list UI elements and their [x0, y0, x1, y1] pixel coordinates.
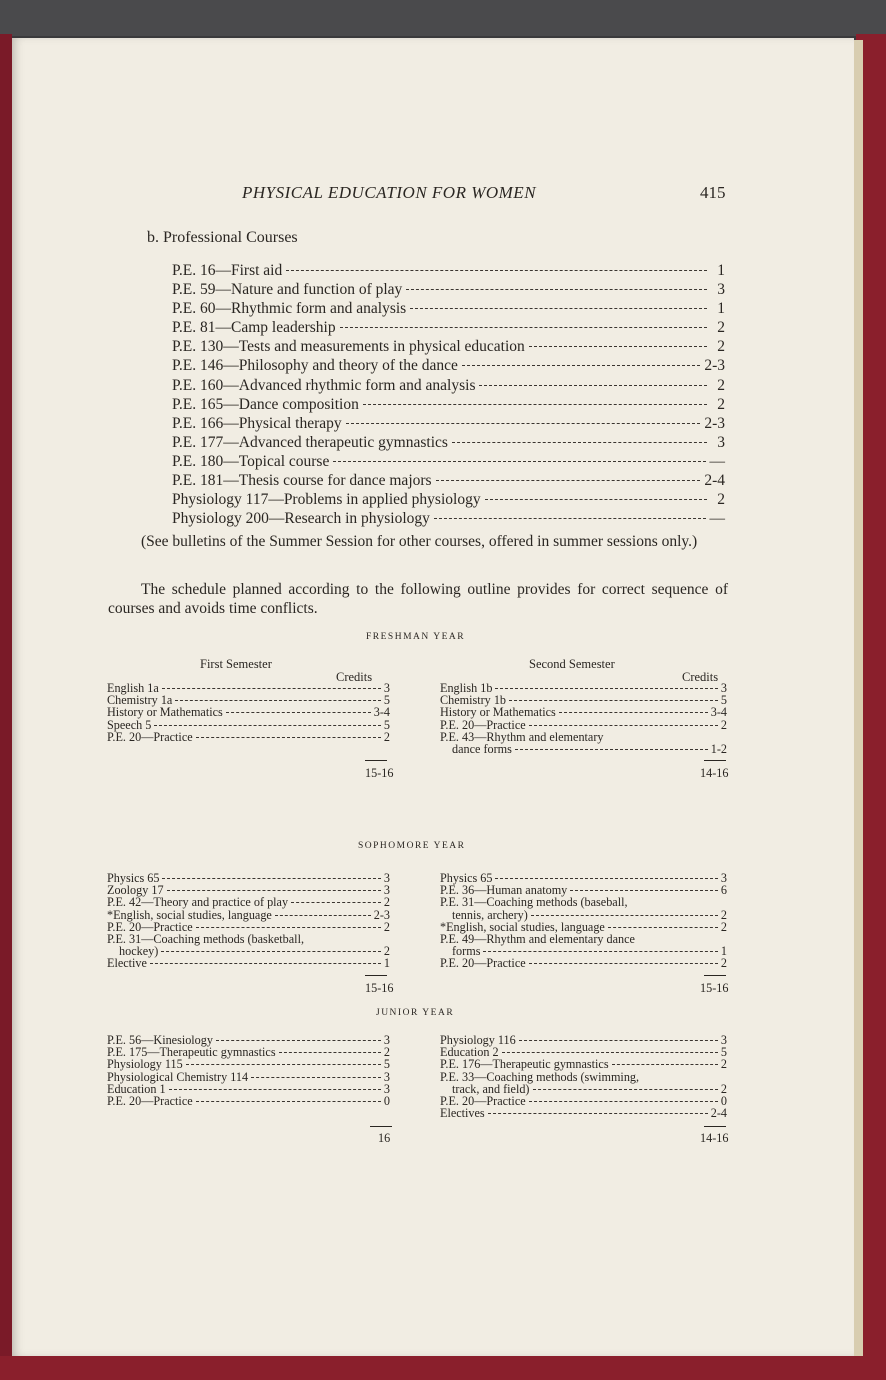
schedule-credits: 1	[383, 956, 390, 971]
schedule-row	[107, 1058, 390, 1070]
summer-session-note: (See bulletins of the Summer Session for other courses, offered in summer sessions only.)	[141, 533, 698, 550]
schedule-course: *English, social studies, language	[107, 907, 272, 922]
dot-leader	[169, 1089, 381, 1090]
freshman-year-heading: FRESHMAN YEAR	[366, 632, 466, 642]
dot-leader	[495, 878, 717, 879]
dot-leader	[488, 1113, 708, 1114]
schedule-credits: 2	[383, 729, 390, 744]
sophomore-year-heading: SOPHOMORE YEAR	[358, 841, 466, 851]
schedule-credits: 0	[720, 1094, 727, 1109]
dot-leader	[286, 270, 707, 271]
schedule-course: P.E. 56—Kinesiology	[107, 1033, 213, 1047]
dot-leader	[515, 749, 708, 750]
course-credits: 2	[717, 376, 725, 394]
schedule-credits: 1-2	[710, 742, 727, 757]
schedule-credits: 3	[383, 871, 390, 885]
schedule-credits: 3-4	[710, 705, 727, 720]
schedule-course: P.E. 20—Practice	[107, 1094, 193, 1109]
schedule-row	[107, 909, 390, 921]
schedule-row	[440, 1058, 727, 1070]
course-credits: 2	[717, 319, 725, 337]
course-row	[172, 415, 725, 434]
schedule-row	[440, 1071, 727, 1083]
schedule-row	[107, 719, 390, 731]
first-semester-heading: First Semester	[200, 657, 272, 671]
dot-leader	[275, 915, 371, 916]
scanner-background	[0, 0, 886, 36]
schedule-row	[440, 909, 727, 921]
dot-leader	[162, 688, 381, 689]
course-name: P.E. 130—Tests and measurements in physical education	[172, 338, 525, 356]
freshman-first-total: 15-16	[365, 766, 394, 780]
schedule-row	[440, 706, 727, 718]
junior-first-semester	[107, 1034, 390, 1107]
dot-leader	[509, 700, 718, 701]
dot-leader	[196, 1101, 381, 1102]
course-name: P.E. 81—Camp leadership	[172, 319, 336, 337]
schedule-course: Physics 65	[440, 871, 493, 885]
course-row	[172, 453, 725, 472]
schedule-credits: 3	[383, 1069, 390, 1084]
course-credits: —	[709, 452, 725, 470]
course-row	[172, 491, 725, 510]
schedule-course: Physics 65	[107, 871, 160, 885]
dot-leader	[570, 890, 718, 891]
schedule-course: Zoology 17	[107, 883, 164, 898]
dot-leader	[479, 385, 707, 386]
course-name: P.E. 177—Advanced therapeutic gymnastics	[172, 433, 448, 451]
course-credits: 2-3	[704, 357, 725, 375]
schedule-credits: 5	[383, 1057, 390, 1072]
course-credits: 2	[717, 491, 725, 509]
course-row	[172, 510, 725, 529]
schedule-course: P.E. 20—Practice	[107, 729, 193, 744]
dot-leader	[529, 963, 718, 964]
sophomore-second-total: 15-16	[700, 981, 729, 995]
course-row	[172, 434, 725, 453]
schedule-course: track, and field)	[452, 1081, 530, 1096]
schedule-course: P.E. 20—Practice	[440, 1094, 526, 1109]
dot-leader	[150, 963, 381, 964]
dot-leader	[434, 518, 706, 519]
total-rule	[365, 760, 387, 761]
schedule-credits: 2	[720, 717, 727, 732]
course-row	[172, 472, 725, 491]
schedule-course: P.E. 33—Coaching methods (swimming,	[440, 1069, 640, 1084]
course-name: P.E. 165—Dance composition	[172, 395, 359, 413]
dot-leader	[279, 1052, 381, 1053]
schedule-course: dance forms	[452, 742, 512, 757]
dot-leader	[363, 404, 707, 405]
course-credits: 1	[717, 300, 725, 318]
schedule-course: P.E. 43—Rhythm and elementary	[440, 729, 604, 744]
dot-leader	[216, 1040, 381, 1041]
dot-leader	[251, 1077, 381, 1078]
schedule-course: English 1b	[440, 681, 493, 695]
dot-leader	[167, 890, 381, 891]
credits-heading-second: Credits	[682, 670, 719, 684]
schedule-row	[107, 706, 390, 718]
schedule-course: Physiology 115	[107, 1057, 183, 1072]
course-credits: 2	[717, 395, 725, 413]
course-name: P.E. 60—Rhythmic form and analysis	[172, 300, 407, 318]
schedule-course: Chemistry 1a	[107, 693, 173, 708]
schedule-course: History or Mathematics	[107, 705, 223, 720]
course-credits: 2-3	[704, 414, 725, 432]
schedule-course: Physiological Chemistry 114	[107, 1069, 249, 1084]
book-cover-bottom	[0, 1356, 886, 1380]
dot-leader	[559, 712, 708, 713]
schedule-credits: 0	[383, 1094, 390, 1109]
schedule-course: forms	[452, 944, 481, 959]
schedule-credits: 2	[720, 919, 727, 934]
dot-leader	[519, 1040, 718, 1041]
course-credits: 1	[717, 262, 725, 279]
dot-leader	[529, 1101, 718, 1102]
schedule-credits: 3	[720, 871, 727, 885]
course-row	[172, 338, 725, 357]
sophomore-second-semester	[440, 872, 727, 970]
schedule-credits: 3-4	[373, 705, 390, 720]
dot-leader	[196, 737, 381, 738]
sophomore-first-semester	[107, 872, 390, 970]
schedule-course: English 1a	[107, 681, 159, 695]
dot-leader	[502, 1052, 718, 1053]
schedule-course: Physiology 116	[440, 1033, 516, 1047]
dot-leader	[531, 915, 718, 916]
course-name: P.E. 166—Physical therapy	[172, 414, 342, 432]
dot-leader	[612, 1064, 718, 1065]
freshman-second-total: 14-16	[700, 766, 729, 780]
schedule-course: hockey)	[119, 944, 159, 959]
schedule-credits: 2	[720, 1081, 727, 1096]
schedule-credits: 2-4	[710, 1106, 727, 1121]
total-rule	[370, 1126, 392, 1127]
running-head: PHYSICAL EDUCATION FOR WOMEN	[242, 183, 537, 202]
course-name: P.E. 180—Topical course	[172, 452, 330, 470]
schedule-course: P.E. 31—Coaching methods (basketball,	[107, 932, 305, 947]
junior-year-heading: JUNIOR YEAR	[376, 1008, 455, 1018]
schedule-course: Speech 5	[107, 717, 152, 732]
course-row	[172, 396, 725, 415]
dot-leader	[529, 346, 707, 347]
schedule-course: P.E. 36—Human anatomy	[440, 883, 568, 898]
freshman-second-semester	[440, 682, 727, 755]
schedule-credits: 6	[720, 883, 727, 898]
schedule-credits: 3	[720, 1033, 727, 1047]
dot-leader	[485, 499, 707, 500]
dot-leader	[175, 700, 381, 701]
course-name: P.E. 16—First aid	[172, 262, 283, 279]
course-credits: 2	[717, 338, 725, 356]
schedule-course: P.E. 31—Coaching methods (baseball,	[440, 895, 628, 910]
dot-leader	[462, 365, 700, 366]
schedule-credits: 2	[720, 1057, 727, 1072]
section-heading: b. Professional Courses	[147, 229, 298, 246]
dot-leader	[196, 927, 381, 928]
schedule-credits: 2	[720, 956, 727, 971]
sophomore-first-total: 15-16	[365, 981, 394, 995]
schedule-row	[440, 1107, 727, 1119]
schedule-row	[107, 731, 390, 743]
schedule-course: Elective	[107, 956, 147, 971]
schedule-course: P.E. 42—Theory and practice of play	[107, 895, 289, 910]
schedule-row	[107, 945, 390, 957]
schedule-credits: 2	[383, 919, 390, 934]
course-row	[172, 377, 725, 396]
page-number: 415	[700, 183, 726, 202]
schedule-course: tennis, archery)	[452, 907, 528, 922]
dot-leader	[529, 725, 718, 726]
course-name: P.E. 59—Nature and function of play	[172, 281, 403, 299]
schedule-row	[440, 933, 727, 945]
course-row	[172, 357, 725, 376]
schedule-intro: The schedule planned according to the following outline provides for correct sequence of courses and avoids time conflicts.	[108, 581, 728, 617]
schedule-course: P.E. 20—Practice	[440, 956, 526, 971]
schedule-credits: 2	[720, 907, 727, 922]
course-row	[172, 281, 725, 300]
schedule-credits: 5	[383, 717, 390, 732]
schedule-row	[107, 1071, 390, 1083]
schedule-course: History or Mathematics	[440, 705, 556, 720]
schedule-row	[440, 896, 727, 908]
schedule-credits: 5	[720, 693, 727, 708]
schedule-credits: 3	[383, 681, 390, 695]
schedule-row	[440, 957, 727, 969]
dot-leader	[608, 927, 718, 928]
course-row	[172, 300, 725, 319]
schedule-credits: 2	[383, 1045, 390, 1060]
dot-leader	[410, 308, 707, 309]
dot-leader	[406, 289, 707, 290]
schedule-course: Education 1	[107, 1081, 166, 1096]
dot-leader	[186, 1064, 381, 1065]
course-name: P.E. 160—Advanced rhythmic form and analysis	[172, 376, 476, 394]
dot-leader	[452, 442, 707, 443]
schedule-credits: 3	[383, 1033, 390, 1047]
schedule-row	[440, 743, 727, 755]
freshman-first-semester	[107, 682, 390, 743]
credits-heading-first: Credits	[336, 670, 373, 684]
dot-leader	[533, 1089, 718, 1090]
schedule-credits: 2	[383, 944, 390, 959]
course-credits: 2-4	[704, 472, 725, 490]
course-name: P.E. 146—Philosophy and theory of the dance	[172, 357, 458, 375]
course-row	[172, 319, 725, 338]
schedule-course: Electives	[440, 1106, 485, 1121]
dot-leader	[340, 327, 707, 328]
course-credits: 3	[717, 281, 725, 299]
schedule-row	[440, 719, 727, 731]
second-semester-heading: Second Semester	[529, 657, 615, 671]
dot-leader	[483, 951, 717, 952]
schedule-row	[107, 1095, 390, 1107]
course-credits: 3	[717, 433, 725, 451]
course-name: Physiology 117—Problems in applied physiology	[172, 491, 481, 509]
schedule-credits: 3	[720, 681, 727, 695]
total-rule	[704, 1126, 726, 1127]
schedule-credits: 2	[383, 895, 390, 910]
schedule-credits: 5	[383, 693, 390, 708]
course-name: Physiology 200—Research in physiology	[172, 510, 430, 528]
course-name: P.E. 181—Thesis course for dance majors	[172, 472, 432, 490]
schedule-row	[107, 957, 390, 969]
junior-first-total: 16	[378, 1131, 391, 1145]
dot-leader	[291, 902, 381, 903]
dot-leader	[333, 461, 705, 462]
dot-leader	[495, 688, 717, 689]
professional-course-list	[172, 262, 725, 529]
course-credits: —	[709, 510, 725, 528]
total-rule	[365, 975, 387, 976]
schedule-credits: 3	[383, 1081, 390, 1096]
schedule-course: Chemistry 1b	[440, 693, 507, 708]
schedule-course: *English, social studies, language	[440, 919, 605, 934]
total-rule	[704, 975, 726, 976]
junior-second-total: 14-16	[700, 1131, 729, 1145]
junior-second-semester	[440, 1034, 727, 1119]
book-binding	[0, 34, 12, 1380]
schedule-row	[107, 896, 390, 908]
dot-leader	[436, 480, 701, 481]
dot-leader	[346, 423, 701, 424]
schedule-credits: 2-3	[373, 907, 390, 922]
schedule-credits: 3	[383, 883, 390, 898]
schedule-course: P.E. 20—Practice	[107, 919, 193, 934]
dot-leader	[226, 712, 371, 713]
dot-leader	[161, 951, 381, 952]
schedule-course: P.E. 49—Rhythm and elementary dance	[440, 932, 635, 947]
total-rule	[704, 760, 726, 761]
schedule-credits: 1	[720, 944, 727, 959]
dot-leader	[162, 878, 380, 879]
schedule-credits: 5	[720, 1045, 727, 1060]
course-row	[172, 262, 725, 281]
dot-leader	[154, 725, 381, 726]
schedule-course: Education 2	[440, 1045, 499, 1060]
schedule-course: P.E. 20—Practice	[440, 717, 526, 732]
schedule-course: P.E. 176—Therapeutic gymnastics	[440, 1057, 609, 1072]
schedule-course: P.E. 175—Therapeutic gymnastics	[107, 1045, 276, 1060]
